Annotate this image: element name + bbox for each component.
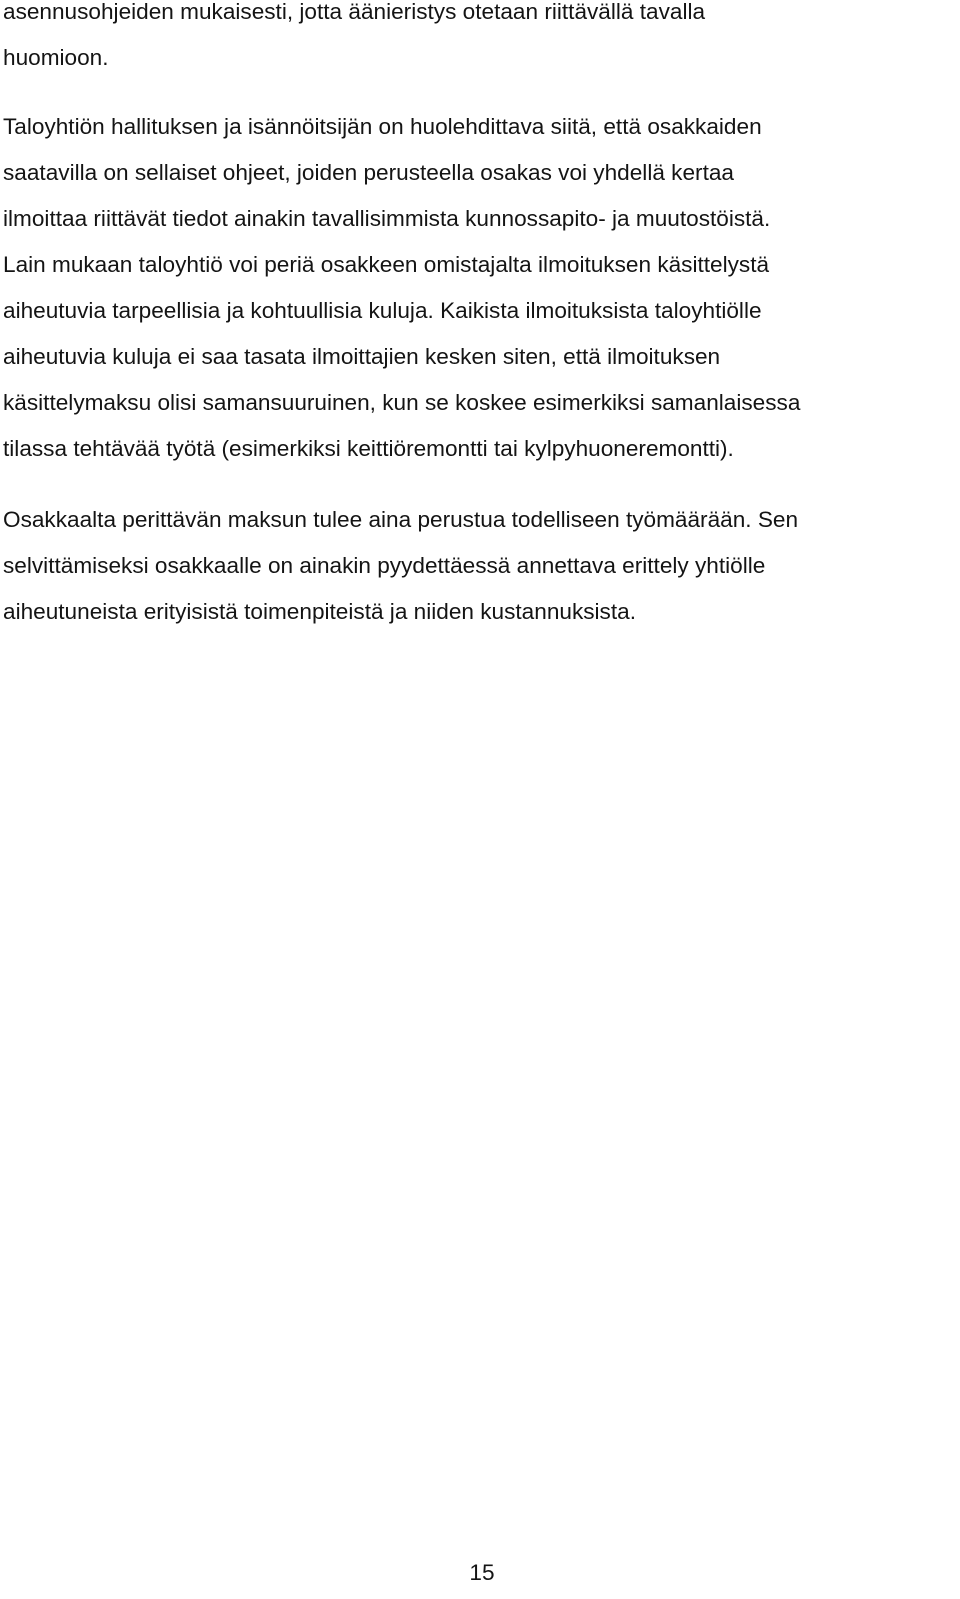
text-line: Osakkaalta perittävän maksun tulee aina perustua todelliseen työmäärään. Sen xyxy=(3,507,799,532)
text-line: asennusohjeiden mukaisesti, jotta äänieristys otetaan riittävällä tavalla xyxy=(3,0,706,24)
text-line: aiheutuneista erityisistä toimenpiteistä ja niiden kustannuksista. xyxy=(3,599,636,624)
text-line: huomioon. xyxy=(3,45,109,70)
page-number: 15 xyxy=(469,1560,495,1585)
text-line: ilmoittaa riittävät tiedot ainakin tavallisimmista kunnossapito- ja muutostöistä. xyxy=(3,206,771,231)
text-line: Lain mukaan taloyhtiö voi periä osakkeen omistajalta ilmoituksen käsittelystä xyxy=(3,252,770,277)
text-line: aiheutuvia tarpeellisia ja kohtuullisia kuluja. Kaikista ilmoituksista taloyhtiölle xyxy=(3,298,762,323)
paragraph-2 xyxy=(3,104,953,472)
text-line: tilassa tehtävää työtä (esimerkiksi keittiöremontti tai kylpyhuoneremontti). xyxy=(3,436,734,461)
text-line: käsittelymaksu olisi samansuuruinen, kun se koskee esimerkiksi samanlaisessa xyxy=(3,390,801,415)
text-line: Taloyhtiön hallituksen ja isännöitsijän on huolehdittava siitä, että osakkaiden xyxy=(3,114,762,139)
text-line: saatavilla on sellaiset ohjeet, joiden perusteella osakas voi yhdellä kertaa xyxy=(3,160,734,185)
text-line: aiheutuvia kuluja ei saa tasata ilmoittajien kesken siten, että ilmoituksen xyxy=(3,344,721,369)
paragraph-1 xyxy=(3,0,953,81)
paragraph-3 xyxy=(3,497,953,635)
text-line: selvittämiseksi osakkaalle on ainakin pyydettäessä annettava erittely yhtiölle xyxy=(3,553,766,578)
